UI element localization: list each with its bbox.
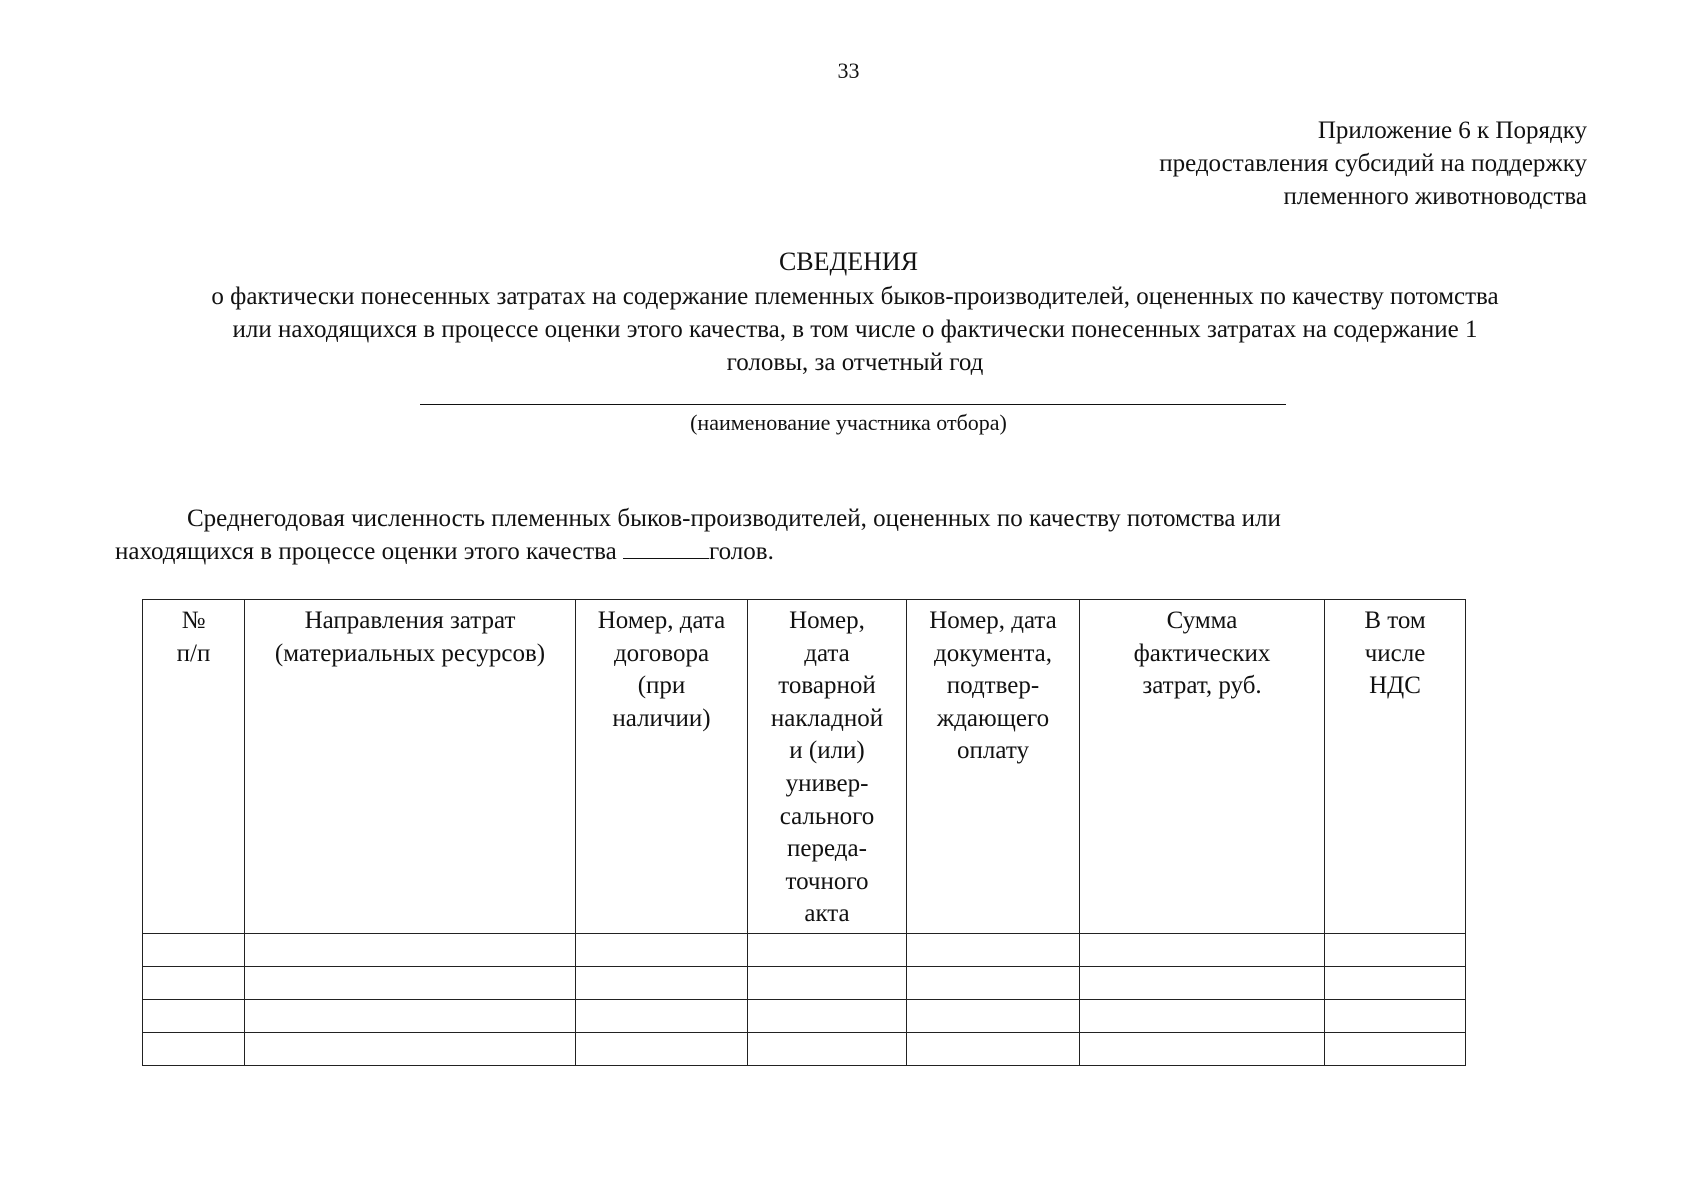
header-line: накладной: [770, 704, 884, 732]
subtitle-line: головы, за отчетный год: [726, 349, 984, 376]
table-cell[interactable]: [907, 999, 1080, 1032]
table-cell[interactable]: [245, 999, 576, 1032]
document-subtitle: [105, 280, 1605, 379]
table-row: [143, 966, 1466, 999]
header-line: договора: [613, 639, 710, 667]
header-line: (материальных ресурсов): [274, 639, 546, 667]
header-line: сального: [779, 802, 875, 830]
table-row: [143, 1032, 1466, 1065]
header-payment-document: [907, 600, 1080, 934]
appendix-line: предоставления субсидий на поддержку: [1159, 150, 1587, 177]
table-cell[interactable]: [748, 933, 907, 966]
page-number: 33: [837, 58, 860, 83]
header-line: фактических: [1133, 639, 1271, 667]
table-cell[interactable]: [1325, 966, 1466, 999]
header-vat: [1325, 600, 1466, 934]
table-cell[interactable]: [245, 933, 576, 966]
table-body: [143, 933, 1466, 1065]
header-line: числе: [1364, 639, 1426, 667]
table-cell[interactable]: [143, 966, 245, 999]
header-line: Номер,: [789, 607, 865, 634]
paragraph-line: [115, 535, 1495, 568]
header-line: затрат, руб.: [1142, 672, 1262, 700]
header-line: переда-: [787, 835, 867, 863]
paragraph-line: Среднегодовая численность племенных быков-производителей, оцененных по качеству потомства или: [187, 505, 1281, 532]
header-line: (при: [637, 672, 686, 700]
header-number: [143, 600, 245, 934]
header-cost-direction: [245, 600, 576, 934]
header-line: дата: [804, 639, 850, 667]
table-cell[interactable]: [1080, 1032, 1325, 1065]
table-row: [143, 999, 1466, 1032]
header-invoice: [748, 600, 907, 934]
header-line: п/п: [176, 639, 211, 667]
header-line: акта: [804, 900, 850, 928]
header-line: оплату: [957, 737, 1029, 765]
appendix-line: Приложение 6 к Порядку: [1317, 117, 1587, 144]
header-contract: [576, 600, 748, 934]
header-line: Сумма: [1166, 607, 1238, 634]
header-actual-cost: [1080, 600, 1325, 934]
head-count-field[interactable]: [623, 536, 709, 559]
participant-name-field[interactable]: [420, 404, 1286, 405]
participant-name-caption: (наименование участника отбора): [690, 410, 1007, 435]
table-row: [143, 933, 1466, 966]
paragraph-text: голов.: [708, 538, 774, 565]
table-cell[interactable]: [748, 966, 907, 999]
table-cell[interactable]: [748, 1032, 907, 1065]
table-cell[interactable]: [907, 933, 1080, 966]
table-cell[interactable]: [1325, 1032, 1466, 1065]
average-count-paragraph: [115, 502, 1495, 568]
table-cell[interactable]: [143, 933, 245, 966]
header-line: ждающего: [936, 704, 1050, 732]
costs-table: [142, 599, 1466, 1066]
document-title: СВЕДЕНИЯ: [778, 247, 919, 276]
header-line: документа,: [933, 639, 1053, 667]
table-cell[interactable]: [576, 1032, 748, 1065]
table-cell[interactable]: [143, 999, 245, 1032]
header-line: В том: [1364, 607, 1426, 634]
table-cell[interactable]: [576, 933, 748, 966]
appendix-line: племенного животноводства: [1283, 183, 1587, 210]
table-cell[interactable]: [245, 966, 576, 999]
header-line: №: [181, 607, 206, 634]
table-cell[interactable]: [245, 1032, 576, 1065]
header-line: НДС: [1369, 672, 1421, 700]
table-cell[interactable]: [1325, 933, 1466, 966]
subtitle-line: или находящихся в процессе оценки этого качества, в том числе о фактически понесенных затратах на содержание 1: [232, 316, 1478, 343]
header-line: и (или): [789, 737, 865, 765]
table-cell[interactable]: [1080, 933, 1325, 966]
table-cell[interactable]: [143, 1032, 245, 1065]
header-line: товарной: [778, 672, 876, 700]
table-cell[interactable]: [748, 999, 907, 1032]
header-line: наличии): [612, 704, 711, 732]
table-cell[interactable]: [907, 966, 1080, 999]
table-cell[interactable]: [1325, 999, 1466, 1032]
table-cell[interactable]: [1080, 999, 1325, 1032]
table-cell[interactable]: [576, 999, 748, 1032]
paragraph-text: находящихся в процессе оценки этого качества: [115, 538, 623, 565]
header-line: точного: [785, 867, 869, 895]
table-header-row: [143, 600, 1466, 934]
header-line: подтвер-: [946, 672, 1040, 700]
subtitle-line: о фактически понесенных затратах на содержание племенных быков-производителей, оцененных по качеству потомства: [211, 283, 1499, 310]
header-line: универ-: [785, 769, 869, 797]
header-line: Направления затрат: [304, 607, 516, 634]
table-cell[interactable]: [1080, 966, 1325, 999]
header-line: Номер, дата: [929, 607, 1057, 634]
appendix-reference: [1159, 114, 1587, 213]
table-cell[interactable]: [576, 966, 748, 999]
table-cell[interactable]: [907, 1032, 1080, 1065]
header-line: Номер, дата: [597, 607, 726, 634]
